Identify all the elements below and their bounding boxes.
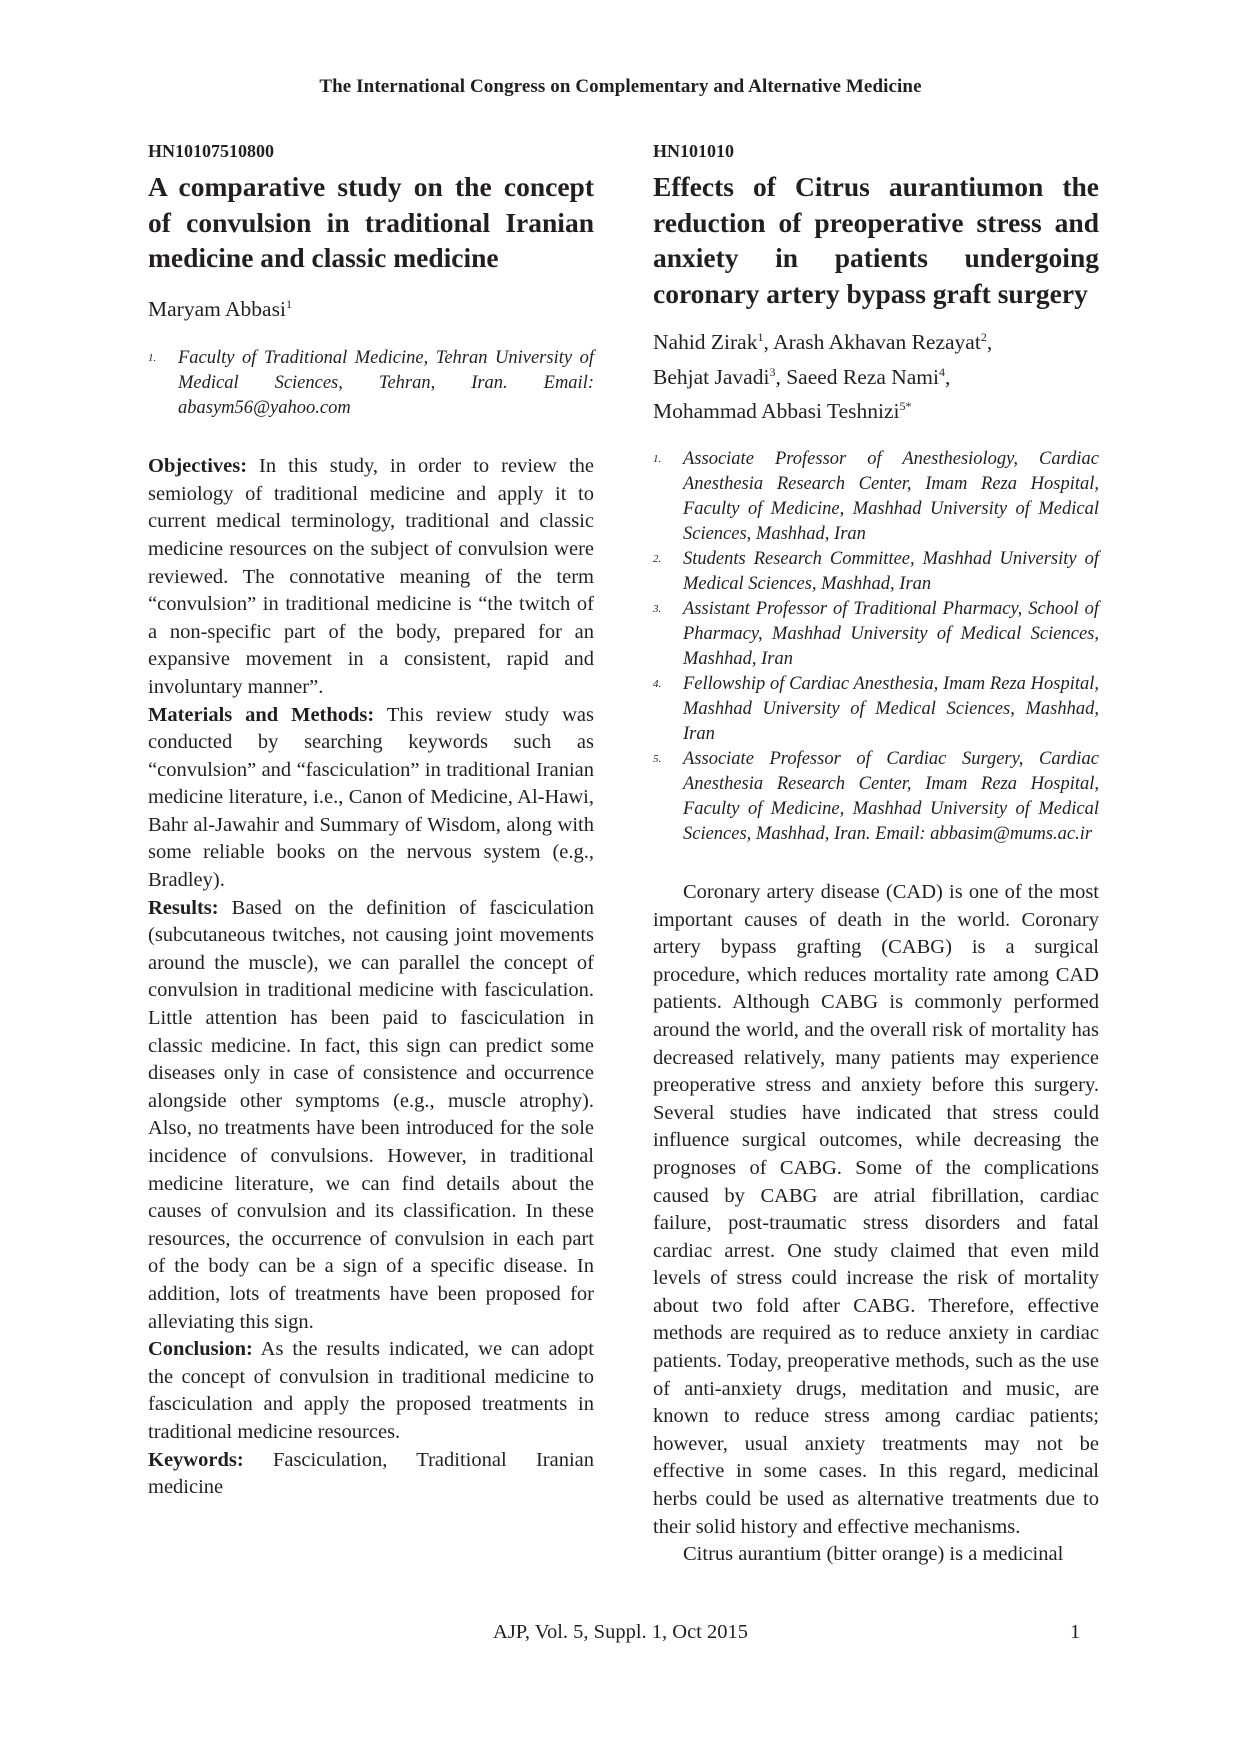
author-name: Mohammad Abbasi Teshnizi xyxy=(653,399,900,424)
affiliation-item xyxy=(653,747,1099,847)
author-affiliation-mark: 1 xyxy=(757,330,764,344)
section-text: As the results indicated, we can adopt the concept of convulsion in traditional medicine to fasciculation and apply the proposed treatments in traditional medicine resources. xyxy=(148,1338,594,1443)
body-paragraph: Coronary artery disease (CAD) is one of the most important causes of death in the world. Coronary artery bypass grafting (CABG) is a surgical procedure, which reduces mortality rate among CAD patients. Although CABG is commonly performed around the world, and the overall risk of mortality has decreased relatively, many patients may experience preoperative stress and anxiety before this surgery. Several studies have indicated that stress could influence surgical outcomes, while decreasing the prognoses of CABG. Some of the complications caused by CABG are atrial fibrillation, cardiac failure, post-traumatic stress disorders and fatal cardiac arrest. One study claimed that even mild levels of stress could increase the risk of mortality about two fold after CABG. Therefore, effective methods are required as to reduce anxiety in cardiac patients. Today, preoperative methods, such as the use of anti-anxiety drugs, meditation and music, are known to reduce stress among cardiac patients; however, usual anxiety treatments may not be effective in some cases. In this regard, medicinal herbs could be used as alternative treatments due to their solid history and effective mechanisms. xyxy=(653,880,1099,1538)
abstract-body xyxy=(653,879,1099,1569)
affiliation-text: Associate Professor of Anesthesiology, Cardiac Anesthesia Research Center, Imam Reza Hospital, Faculty of Medicine, Mashhad University of Medical Sciences, Mashhad, Iran xyxy=(683,448,1099,544)
affiliation-text: Associate Professor of Cardiac Surgery, Cardiac Anesthesia Research Center, Imam Reza Hospital, Faculty of Medicine, Mashhad University of Medical Sciences, Mashhad, Iran. Email: abbasim@mums.ac.ir xyxy=(683,748,1099,844)
affiliation-item xyxy=(653,597,1099,672)
abstract-title: Effects of Citrus aurantiumon the reduction of preoperative stress and anxiety in patients undergoing coronary artery bypass graft surgery xyxy=(653,171,1099,309)
affiliation-item xyxy=(653,672,1099,747)
right-abstract xyxy=(653,141,1099,1569)
affiliation-list xyxy=(148,346,594,421)
left-abstract xyxy=(148,141,594,1502)
author-list xyxy=(148,290,594,325)
page-number: 1 xyxy=(1070,1621,1081,1643)
section-label: Results: xyxy=(148,896,219,919)
affiliation-number: 4. xyxy=(653,677,662,690)
affiliation-text: Students Research Committee, Mashhad University of Medical Sciences, Mashhad, Iran xyxy=(683,548,1099,594)
author-name: Maryam Abbasi xyxy=(148,296,286,321)
journal-citation: AJP, Vol. 5, Suppl. 1, Oct 2015 xyxy=(493,1621,748,1643)
abstract-code: HN101010 xyxy=(653,141,734,161)
section-text: Fasciculation, Traditional Iranian medicine xyxy=(148,1448,594,1499)
author-separator: , xyxy=(775,364,787,389)
affiliation-number: 2. xyxy=(653,552,662,565)
author-separator: , xyxy=(945,364,951,389)
section-label: Materials and Methods: xyxy=(148,703,375,726)
section-text: Based on the definition of fasciculation (subcutaneous twitches, not causing joint movements around the muscle), we can parallel the concept of convulsion in traditional medicine with fasciculation. Little attention has been paid to fasciculation in classic medicine. In fact, this sign can predict some diseases only in case of consistence and occurrence alongside other symptoms (e.g., muscle atrophy). Also, no treatments have been introduced for the sole incidence of convulsions. However, in traditional medicine literature, we can find details about the causes of convulsion and its classification. In these resources, the occurrence of convulsion in each part of the body can be a sign of a specific disease. In addition, lots of treatments have been proposed for alleviating this sign. xyxy=(148,896,594,1333)
section-label: Objectives: xyxy=(148,455,248,478)
author-separator: , xyxy=(986,330,993,355)
section-text: This review study was conducted by searching keywords such as “convulsion” and “fasciculation” in traditional Iranian medicine literature, i.e., Canon of Medicine, Al-Hawi, Bahr al-Jawahir and Summary of Wisdom, along with some reliable books on the nervous system (e.g., Bradley). xyxy=(148,703,594,892)
affiliation-number: 5. xyxy=(653,752,662,765)
affiliation-number: 1. xyxy=(653,452,662,465)
section-objectives xyxy=(148,453,594,701)
affiliation-item xyxy=(653,547,1099,597)
affiliation-text: Assistant Professor of Traditional Pharmacy, School of Pharmacy, Mashhad University of Medical Sciences, Mashhad, Iran xyxy=(683,598,1099,669)
author-affiliation-mark: 4 xyxy=(939,364,946,379)
author-affiliation-mark: 1 xyxy=(285,296,292,311)
section-text: In this study, in order to review the semiology of traditional medicine and apply it to current medical terminology, traditional and classic medicine resources on the subject of convulsion were reviewed. The connotative meaning of the term “convulsion” in traditional medicine is “the twitch of a non-specific part of the body, prepared for an expansive movement in a consistent, rapid and involuntary manner”. xyxy=(148,455,594,698)
section-methods xyxy=(148,702,594,895)
abstract-code: HN10107510800 xyxy=(148,141,274,161)
body-paragraph: Citrus aurantium (bitter orange) is a medicinal xyxy=(683,1543,1064,1566)
affiliation-list xyxy=(653,447,1099,847)
affiliation-number: 1. xyxy=(148,352,157,365)
running-header: The International Congress on Complementary and Alternative Medicine xyxy=(319,76,922,97)
author-name: Saeed Reza Nami xyxy=(786,364,940,389)
section-keywords xyxy=(148,1447,594,1502)
author-list xyxy=(653,323,1099,427)
affiliation-text: Fellowship of Cardiac Anesthesia, Imam Reza Hospital, Mashhad University of Medical Sciences, Mashhad, Iran xyxy=(683,673,1099,744)
author-separator: , xyxy=(763,330,774,355)
section-conclusion xyxy=(148,1336,594,1446)
abstract-title: A comparative study on the concept of convulsion in traditional Iranian medicine and classic medicine xyxy=(148,171,594,273)
section-results xyxy=(148,895,594,1337)
author-name: Arash Akhavan Rezayat xyxy=(773,330,981,355)
affiliation-text: Faculty of Traditional Medicine, Tehran University of Medical Sciences, Tehran, Iran. Email: abasym56@yahoo.com xyxy=(178,348,594,419)
affiliation-item xyxy=(653,447,1099,547)
abstract-body xyxy=(148,453,594,1502)
author-affiliation-mark: 5* xyxy=(899,399,912,414)
affiliation-number: 3. xyxy=(653,602,662,615)
section-label: Keywords: xyxy=(148,1448,244,1471)
author-name: Nahid Zirak xyxy=(653,330,758,355)
section-label: Conclusion: xyxy=(148,1338,253,1361)
author-name: Behjat Javadi xyxy=(653,364,770,389)
affiliation-item xyxy=(148,346,594,421)
author-affiliation-mark: 2 xyxy=(980,330,987,344)
author-affiliation-mark: 3 xyxy=(769,364,776,379)
